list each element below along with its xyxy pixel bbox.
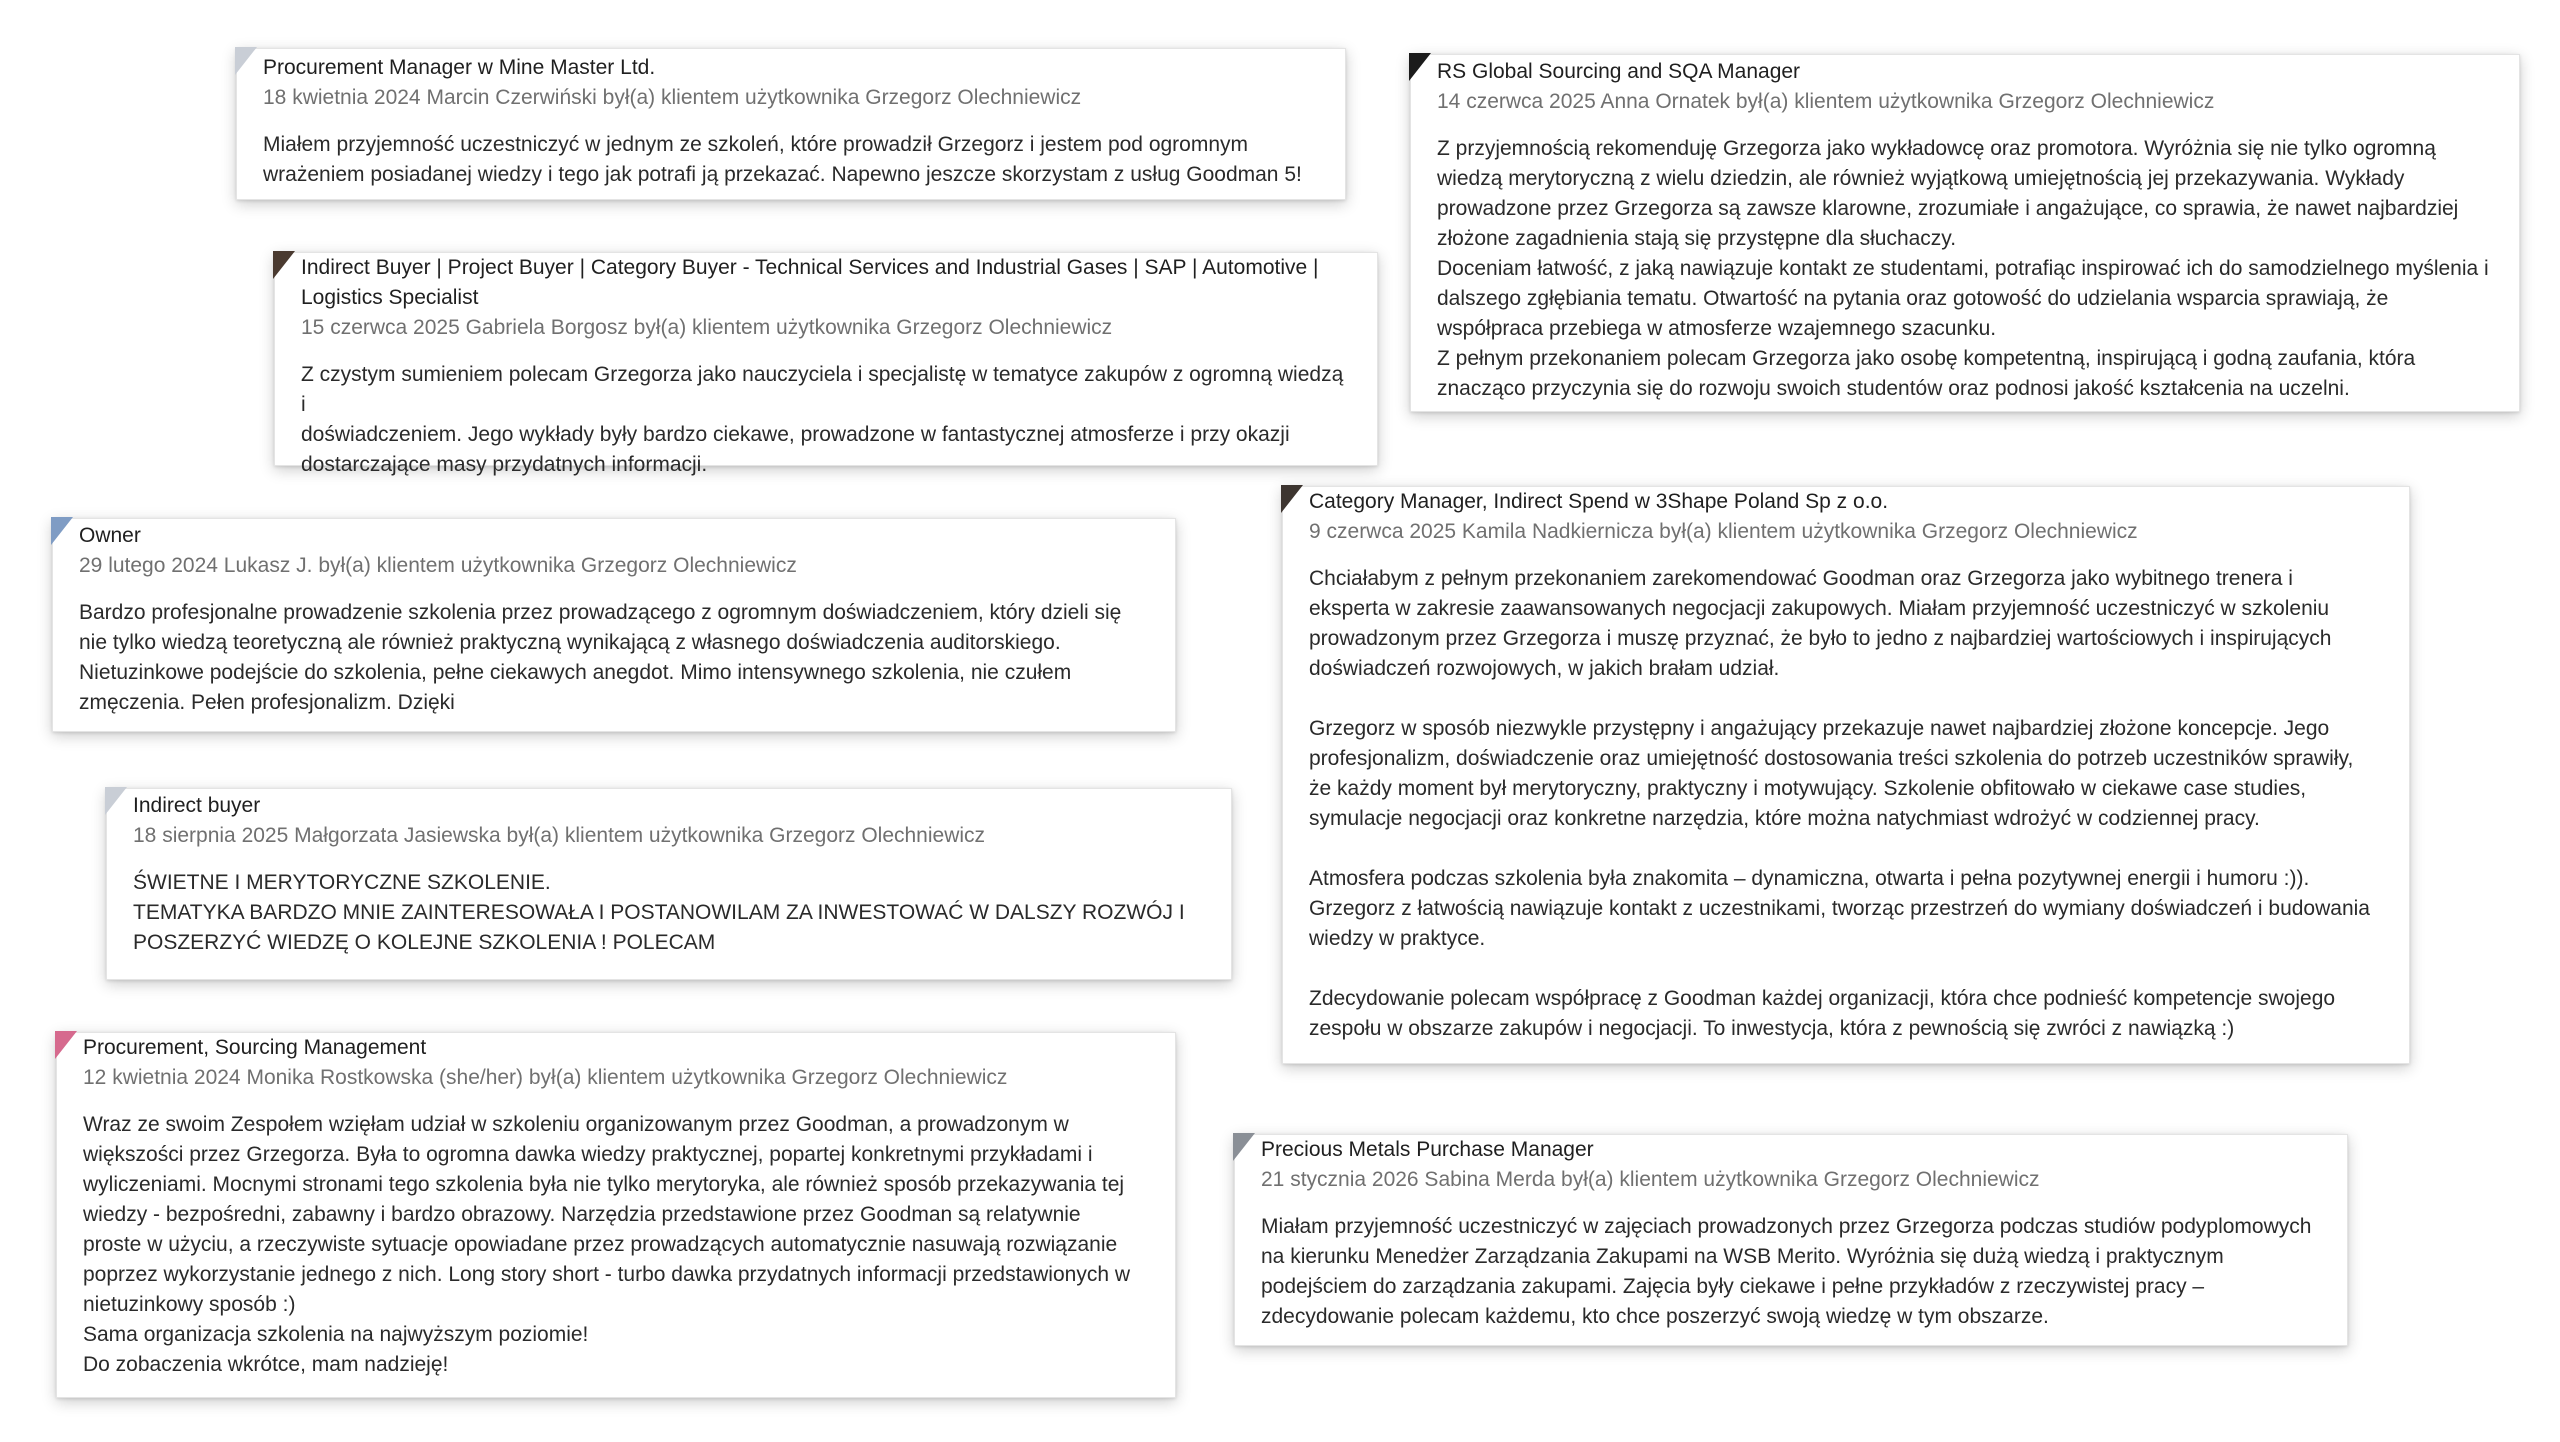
avatar-icon[interactable] bbox=[1233, 1133, 1255, 1161]
avatar-icon[interactable] bbox=[273, 251, 295, 279]
recommendation-text: Miałam przyjemność uczestniczyć w zajęciach prowadzonych przez Grzegorza podczas studiów podyplomowych na kierunku Menedżer Zarządzania Zakupami na WSB Merito. Wyróżnia się dużą wiedzą i praktycznym podejściem do zarządzania zakupami. Zajęcia były ciekawe i pełne przykładów z rzeczywistej pracy – zdecydowanie polecam każdemu, kto chce poszerzyć swoją wiedzę w tym obszarze. bbox=[1261, 1215, 2312, 1328]
recommendation-text: Chciałabym z pełnym przekonaniem zarekomendować Goodman oraz Grzegorza jako wybitnego trenera i eksperta w zakresie zaawansowanych negocjacji zakupowych. Miałam przyjemność uczestniczyć w szkoleniu prowadzonym przez Grzegorza i muszę przyznać, że było to jedno z najbardziej wartościowych i inspirujących doświadczeń rozwojowych, w jakich brałam udział. Grzegorz w sposób niezwykle przystępny i angażujący przekazuje nawet najbardziej złożone koncepcje. Jego profesjonalizm, doświadczenie oraz umiejętność dostosowania treści szkolenia do potrzeb uczestników sprawiły, że każdy moment był merytoryczny, praktyczny i motywujący. Szkolenie obfitowało w ciekawe case studies, symulacje negocjacji oraz konkretne narzędzia, które można natychmiast wdrożyć w codziennej pracy. Atmosfera podczas szkolenia była znakomita – dynamiczna, otwarta i pełna pozytywnej energii i humoru :)). Grzegorz z łatwością nawiązuje kontakt z uczestnikami, tworząc przestrzeń do wymiany doświadczeń i budowania wiedzy w praktyce. Zdecydowanie polecam współpracę z Goodman każdej organizacji, która chce podnieść kompetencje swojego zespołu w obszarze zakupów i negocjacji. To inwestycja, która z pewnością się zwróci z nawiązką :) bbox=[1309, 567, 2370, 1040]
recommendation-meta: 12 kwietnia 2024 Monika Rostkowska (she/her) był(a) klientem użytkownika Grzegorz Olechniewicz bbox=[83, 1066, 1008, 1089]
recommendation-text: Miałem przyjemność uczestniczyć w jednym ze szkoleń, które prowadził Grzegorz i jestem pod ogromnym wrażeniem posiadanej wiedzy i tego jak potrafi ją przekazać. Napewno jeszcze skorzystam z usług Goodman 5! bbox=[263, 133, 1302, 186]
avatar-icon[interactable] bbox=[235, 47, 257, 75]
recommendation-text: ŚWIETNE I MERYTORYCZNE SZKOLENIE. TEMATYKA BARDZO MNIE ZAINTERESOWAŁA I POSTANOWILAM ZA INWESTOWAĆ W DALSZY ROZWÓJ I POSZERZYĆ WIEDZĘ O KOLEJNE SZKOLENIA ! POLECAM bbox=[133, 871, 1185, 954]
recommender-headline: Indirect buyer bbox=[133, 794, 261, 817]
recommendation-meta: 15 czerwca 2025 Gabriela Borgosz był(a) klientem użytkownika Grzegorz Olechniewicz bbox=[301, 316, 1113, 339]
recommender-headline: Category Manager, Indirect Spend w 3Shape Poland Sp z o.o. bbox=[1309, 490, 1889, 513]
recommendation-meta: 21 stycznia 2026 Sabina Merda był(a) klientem użytkownika Grzegorz Olechniewicz bbox=[1261, 1168, 2040, 1191]
avatar-icon[interactable] bbox=[51, 517, 73, 545]
recommender-headline: Precious Metals Purchase Manager bbox=[1261, 1138, 1594, 1161]
recommendation-meta: 29 lutego 2024 Lukasz J. był(a) klientem użytkownika Grzegorz Olechniewicz bbox=[79, 554, 797, 577]
recommendation-text: Wraz ze swoim Zespołem wzięłam udział w szkoleniu organizowanym przez Goodman, a prowadzonym w większości przez Grzegorza. Była to ogromna dawka wiedzy praktycznej, popartej konkretnymi przykładami i wyliczeniami. Mocnymi stronami tego szkolenia była nie tylko merytoryka, ale również sposób przekazywania tej wiedzy - bezpośredni, zabawny i bardzo obrazowy. Narzędzia przedstawione przez Goodman są relatywnie proste w użyciu, a rzeczywiste sytuacje opowiadane przez prowadzących automatycznie nasuwają rozwiązanie poprzez wykorzystanie jednego z nich. Long story short - turbo dawka przydatnych informacji przedstawionych w nietuzinkowy sposób :) Sama organizacja szkolenia na najwyższym poziomie! Do zobaczenia wkrótce, mam nadzieję! bbox=[83, 1113, 1130, 1376]
recommender-headline: Indirect Buyer | Project Buyer | Category Buyer - Technical Services and Industrial Gases | SAP | Automotive | Logistics Specialist bbox=[301, 256, 1319, 309]
recommendation-card bbox=[106, 788, 1232, 980]
recommendation-text: Z przyjemnością rekomenduję Grzegorza jako wykładowcę oraz promotora. Wyróżnia się nie tylko ogromną wiedzą merytoryczną z wielu dziedzin, ale również wyjątkową umiejętnością jej przekazywania. Wykłady prowadzone przez Grzegorza są zawsze klarowne, zrozumiałe i angażujące, co sprawia, że nawet najbardziej złożone zagadnienia stają się przystępne dla słuchaczy. Doceniam łatwość, z jaką nawiązuje kontakt ze studentami, potrafiąc inspirować ich do samodzielnego myślenia i dalszego zgłębiania tematu. Otwartość na pytania oraz gotowość do udzielania wsparcia sprawiają, że współpraca przebiega w atmosferze wzajemnego szacunku. Z pełnym przekonaniem polecam Grzegorza jako osobę kompetentną, inspirującą i godną zaufania, która znacząco przyczynia się do rozwoju swoich studentów oraz podnosi jakość kształcenia na uczelni. bbox=[1437, 137, 2489, 400]
recommender-headline: RS Global Sourcing and SQA Manager bbox=[1437, 60, 1801, 83]
recommendation-text: Z czystym sumieniem polecam Grzegorza jako nauczyciela i specjalistę w tematyce zakupów z ogromną wiedzą i doświadczeniem. Jego wykłady były bardzo ciekawe, prowadzone w fantastycznej atmosferze i przy okazji dostarczające masy przydatnych informacji. bbox=[301, 363, 1344, 476]
recommendation-card bbox=[1282, 486, 2410, 1064]
avatar-icon[interactable] bbox=[55, 1031, 77, 1059]
recommender-headline: Owner bbox=[79, 524, 141, 547]
recommender-headline: Procurement, Sourcing Management bbox=[83, 1036, 427, 1059]
recommendation-card bbox=[274, 252, 1378, 476]
recommendation-card bbox=[56, 1032, 1176, 1398]
recommendation-meta: 18 sierpnia 2025 Małgorzata Jasiewska był(a) klientem użytkownika Grzegorz Olechniewicz bbox=[133, 824, 986, 847]
recommendation-card bbox=[52, 518, 1176, 732]
recommendation-card bbox=[236, 48, 1346, 200]
recommendation-text: Bardzo profesjonalne prowadzenie szkolenia przez prowadzącego z ogromnym doświadczeniem, który dzieli się nie tylko wiedzą teoretyczną ale również praktyczną wynikającą z własnego doświadczenia auditorskiego. Nietuzinkowe podejście do szkolenia, pełne ciekawych anegdot. Mimo intensywnego szkolenia, nie czułem zmęczenia. Pełen profesjonalizm. Dzięki bbox=[79, 601, 1122, 714]
avatar-icon[interactable] bbox=[1409, 53, 1431, 81]
recommendation-meta: 14 czerwca 2025 Anna Ornatek był(a) klientem użytkownika Grzegorz Olechniewicz bbox=[1437, 90, 2215, 113]
avatar-icon[interactable] bbox=[105, 787, 127, 815]
recommender-headline: Procurement Manager w Mine Master Ltd. bbox=[263, 56, 656, 79]
recommendation-meta: 9 czerwca 2025 Kamila Nadkiernicza był(a) klientem użytkownika Grzegorz Olechniewicz bbox=[1309, 520, 2138, 543]
avatar-icon[interactable] bbox=[1281, 485, 1303, 513]
recommendation-meta: 18 kwietnia 2024 Marcin Czerwiński był(a) klientem użytkownika Grzegorz Olechniewicz bbox=[263, 86, 1082, 109]
recommendation-card bbox=[1410, 54, 2520, 412]
recommendation-card bbox=[1234, 1134, 2348, 1346]
